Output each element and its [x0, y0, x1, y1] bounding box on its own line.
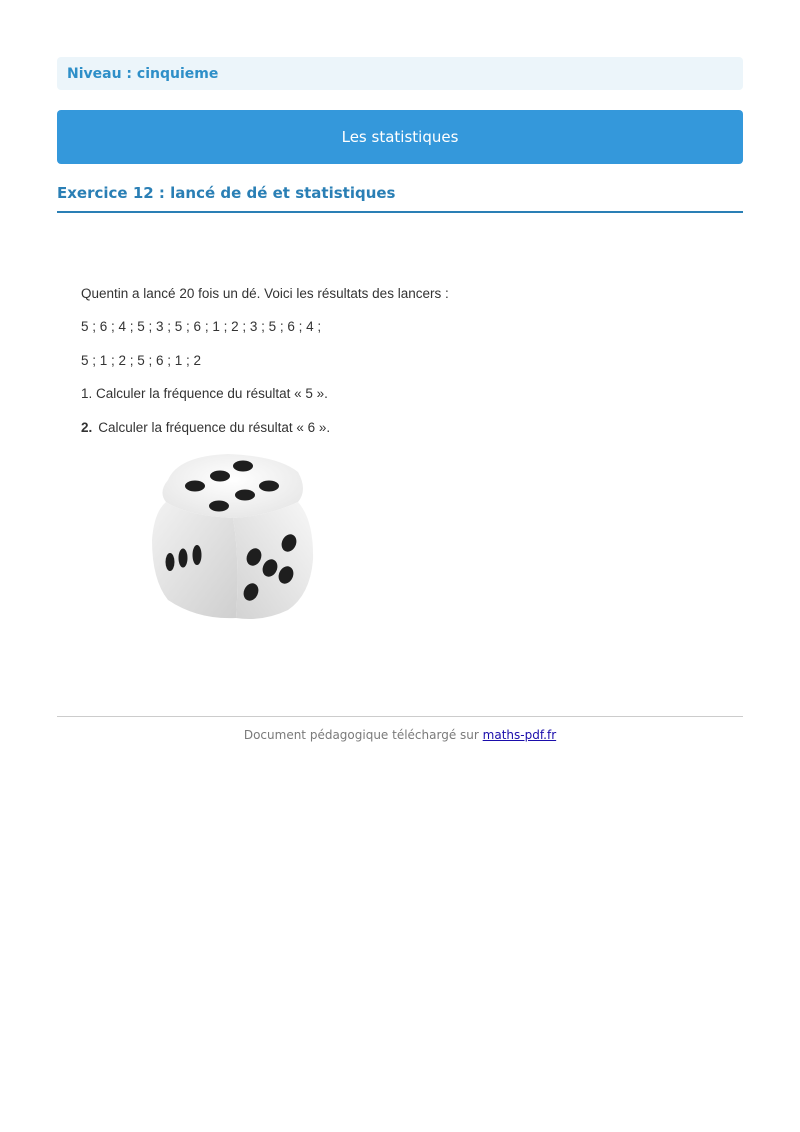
footer-divider: [57, 716, 743, 717]
question-2-text: Calculer la fréquence du résultat « 6 ».: [98, 420, 331, 435]
level-label: Niveau : cinquieme: [57, 57, 743, 90]
exercise-intro: Quentin a lancé 20 fois un dé. Voici les résultats des lancers :: [81, 286, 449, 301]
footer-link[interactable]: maths-pdf.fr: [482, 728, 557, 742]
question-1: 1. Calculer la fréquence du résultat « 5 ».: [81, 386, 328, 401]
question-2-number: 2.: [81, 420, 93, 435]
dice-icon: [148, 450, 318, 625]
results-line-2: 5 ; 1 ; 2 ; 5 ; 6 ; 1 ; 2: [81, 353, 202, 368]
question-2: [81, 420, 330, 435]
results-line-1: 5 ; 6 ; 4 ; 5 ; 3 ; 5 ; 6 ; 1 ; 2 ; 3 ; 5 ; 6 ; 4 ;: [81, 319, 322, 334]
page-title: Les statistiques: [57, 110, 743, 164]
exercise-title: Exercice 12 : lancé de dé et statistiques: [57, 184, 743, 213]
footer: [57, 728, 743, 742]
dice-top-face: [162, 454, 303, 518]
footer-text: Document pédagogique téléchargé sur: [243, 728, 479, 742]
